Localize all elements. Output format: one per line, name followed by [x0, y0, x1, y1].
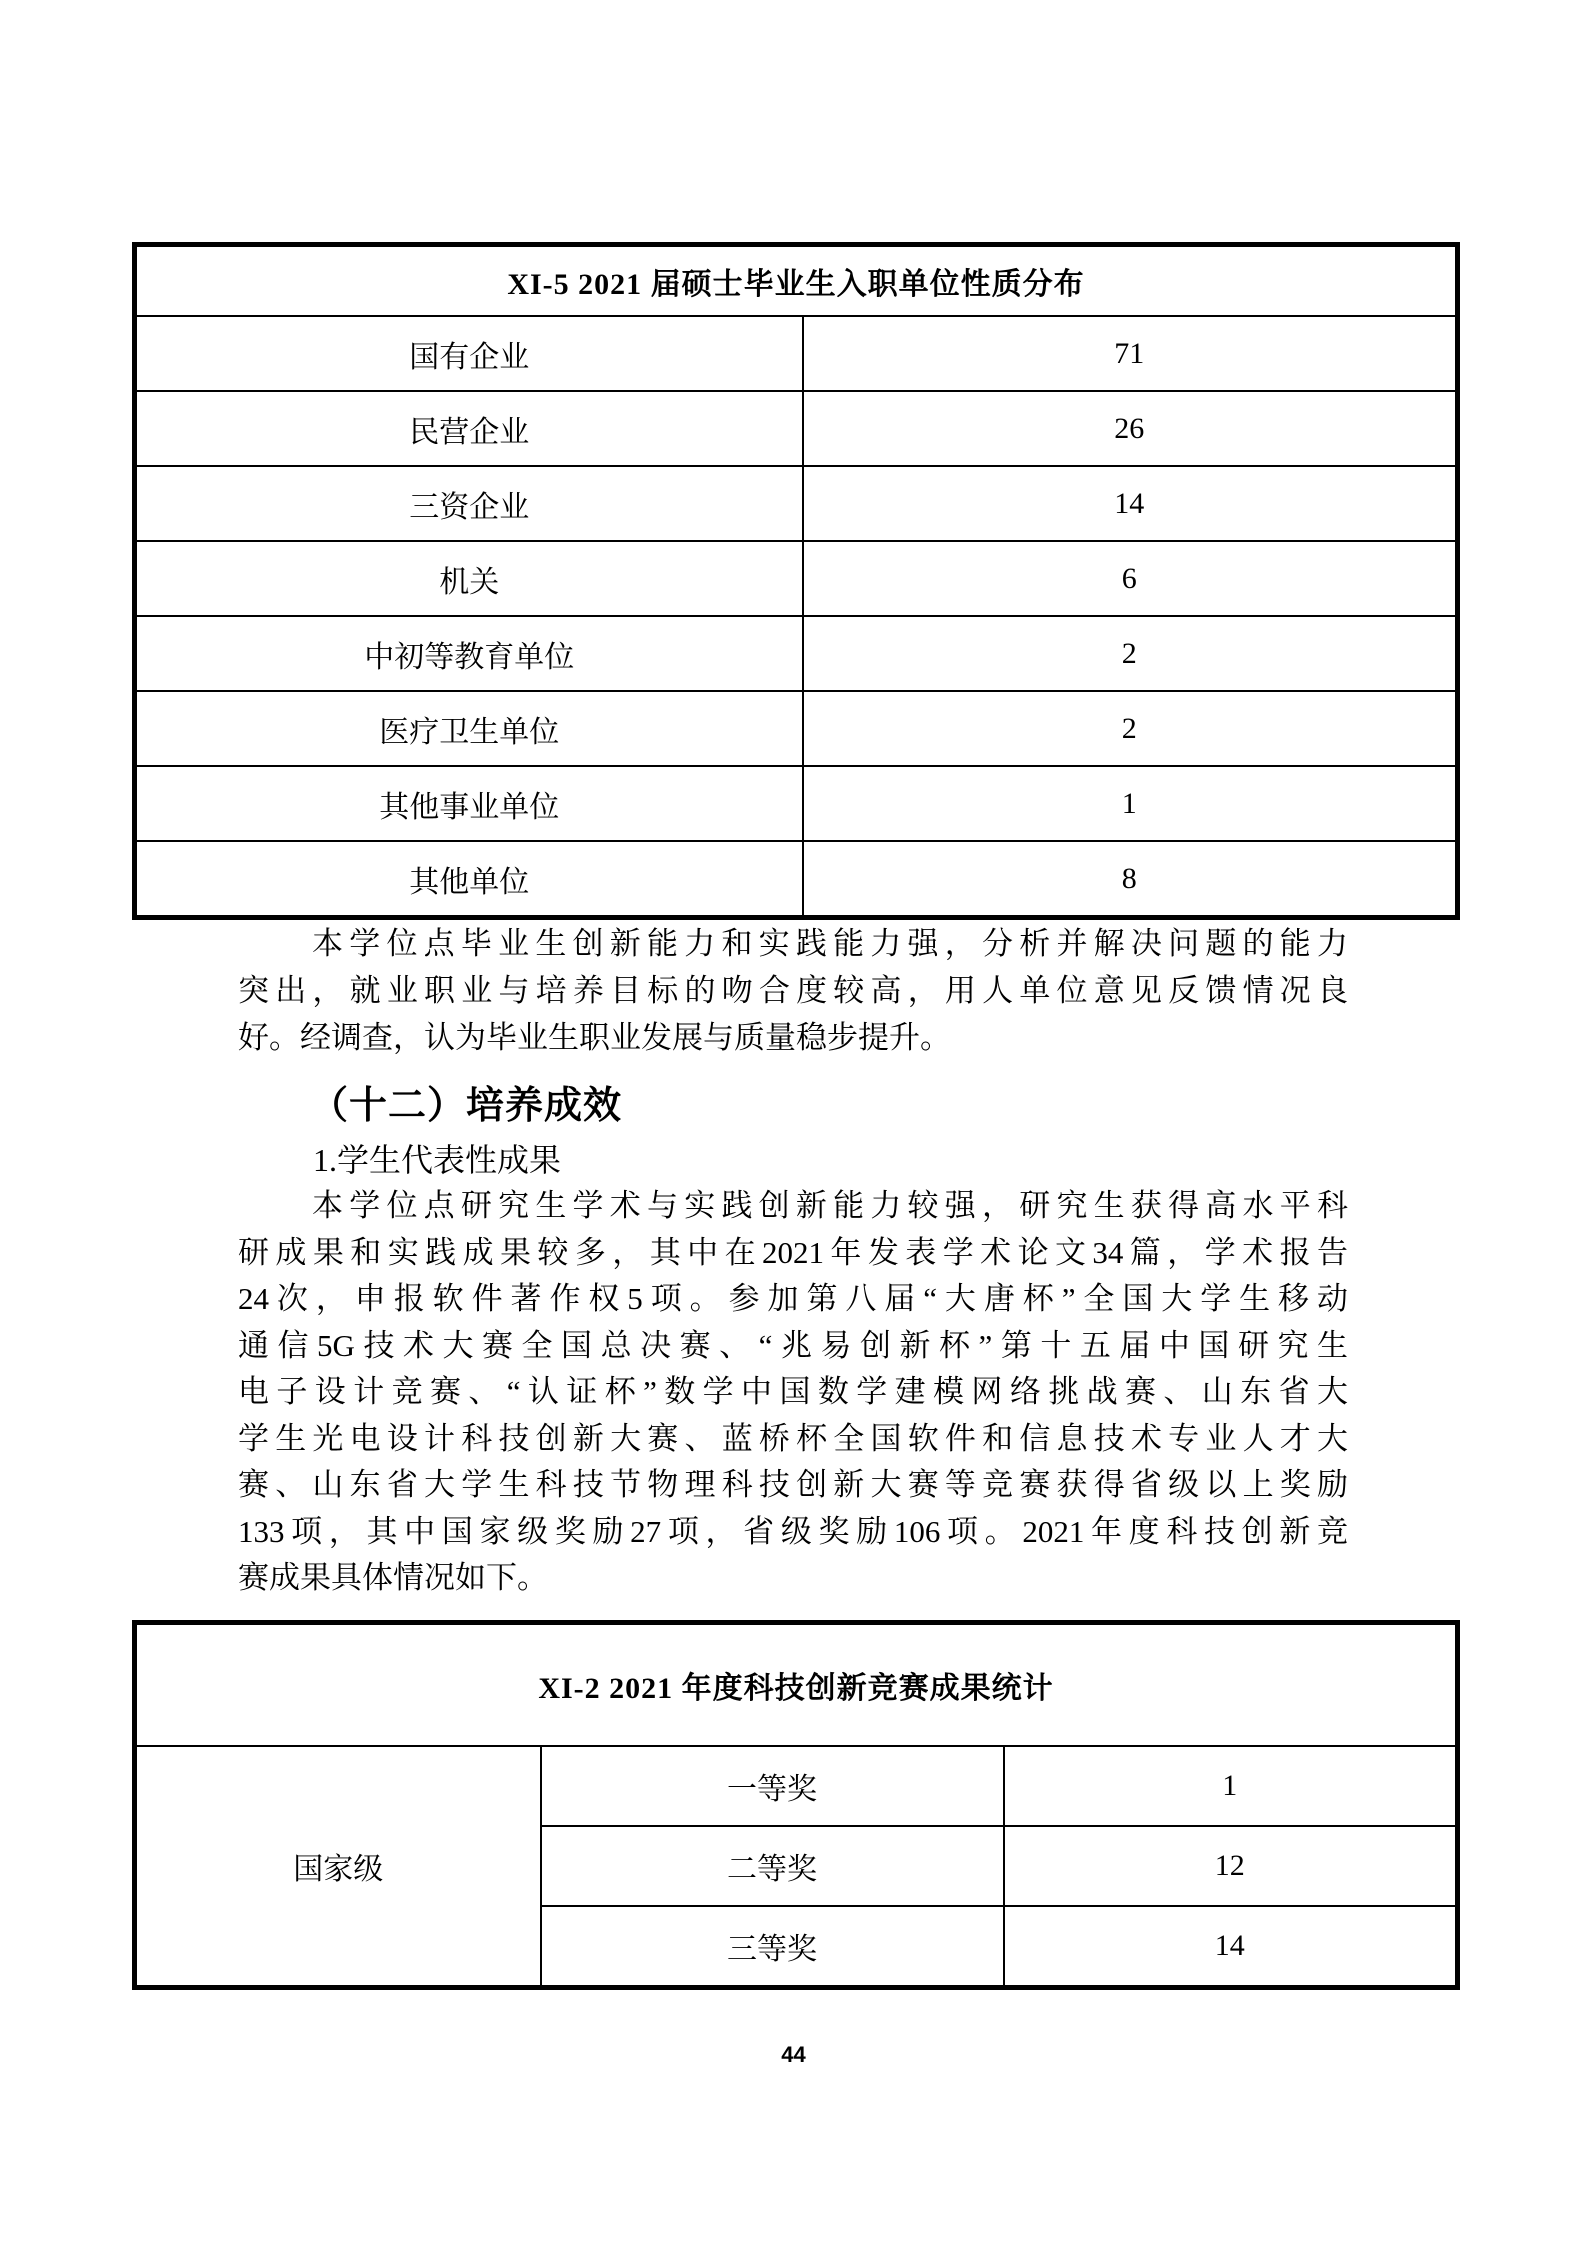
paragraph-line: 电子设计竞赛、“认证杯”数学中国数学建模网络挑战赛、山东省大 — [238, 1374, 1348, 1409]
paragraph-line: 本学位点研究生学术与实践创新能力较强，研究生获得高水平科 — [312, 1188, 1348, 1223]
table-row — [135, 691, 1458, 766]
award-level-label: 国家级 — [135, 1746, 541, 1988]
paragraph-line: 赛成果具体情况如下。 — [238, 1560, 548, 1595]
section-heading: （十二）培养成效 — [310, 1085, 623, 1127]
award-tier-label: 二等奖 — [541, 1826, 1004, 1906]
table-row — [135, 466, 1458, 541]
award-tier-label: 三等奖 — [541, 1906, 1004, 1988]
unit-type-count: 71 — [803, 316, 1458, 391]
table-row — [135, 391, 1458, 466]
paragraph-student-achievements — [238, 1183, 1348, 1602]
table-row — [135, 1746, 1458, 1826]
paragraph-line: 133项，其中国家级奖励27项，省级奖励106项。2021年度科技创新竞 — [238, 1513, 1348, 1549]
table-xi2-competition-results — [132, 1620, 1460, 1990]
table-row — [135, 616, 1458, 691]
unit-type-label: 机关 — [135, 541, 803, 616]
table-xi5-caption: XI-5 2021 届硕士毕业生入职单位性质分布 — [135, 245, 1458, 317]
paragraph-line: 学生光电设计科技创新大赛、蓝桥杯全国软件和信息技术专业人才大 — [238, 1420, 1348, 1456]
table-row — [135, 316, 1458, 391]
table-row — [135, 841, 1458, 918]
sub-heading: 1.学生代表性成果 — [313, 1142, 562, 1178]
unit-type-count: 14 — [803, 466, 1458, 541]
unit-type-label: 其他事业单位 — [135, 766, 803, 841]
paragraph-line: 24次，申报软件著作权5项。参加第八届“大唐杯”全国大学生移动 — [238, 1281, 1348, 1316]
award-tier-label: 一等奖 — [541, 1746, 1004, 1826]
paragraph-graduate-feedback — [238, 920, 1348, 1061]
paragraph-line: 通信5G技术大赛全国总决赛、“兆易创新杯”第十五届中国研究生 — [238, 1327, 1348, 1363]
paragraph-line: 赛、山东省大学生科技节物理科技创新大赛等竞赛获得省级以上奖励 — [238, 1467, 1348, 1502]
page-number: 44 — [781, 2042, 806, 2067]
table-xi2-caption: XI-2 2021 年度科技创新竞赛成果统计 — [135, 1623, 1458, 1747]
table-row — [135, 1623, 1458, 1747]
paragraph-line: 研成果和实践成果较多，其中在2021年发表学术论文34篇，学术报告 — [238, 1234, 1348, 1270]
unit-type-label: 中初等教育单位 — [135, 616, 803, 691]
unit-type-count: 6 — [803, 541, 1458, 616]
table-xi5-employment-distribution — [132, 242, 1460, 920]
table-row — [135, 766, 1458, 841]
unit-type-label: 三资企业 — [135, 466, 803, 541]
award-count: 12 — [1004, 1826, 1458, 1906]
unit-type-label: 国有企业 — [135, 316, 803, 391]
paragraph-line: 好。经调查，认为毕业生职业发展与质量稳步提升。 — [238, 1020, 951, 1055]
unit-type-label: 其他单位 — [135, 841, 803, 918]
unit-type-count: 8 — [803, 841, 1458, 918]
unit-type-count: 1 — [803, 766, 1458, 841]
table-row — [135, 245, 1458, 317]
paragraph-line: 突出，就业职业与培养目标的吻合度较高，用人单位意见反馈情况良 — [238, 973, 1348, 1008]
unit-type-count: 26 — [803, 391, 1458, 466]
award-count: 1 — [1004, 1746, 1458, 1826]
paragraph-line: 本学位点毕业生创新能力和实践能力强，分析并解决问题的能力 — [312, 926, 1348, 961]
table-row — [135, 541, 1458, 616]
unit-type-label: 医疗卫生单位 — [135, 691, 803, 766]
award-count: 14 — [1004, 1906, 1458, 1988]
unit-type-label: 民营企业 — [135, 391, 803, 466]
unit-type-count: 2 — [803, 616, 1458, 691]
unit-type-count: 2 — [803, 691, 1458, 766]
